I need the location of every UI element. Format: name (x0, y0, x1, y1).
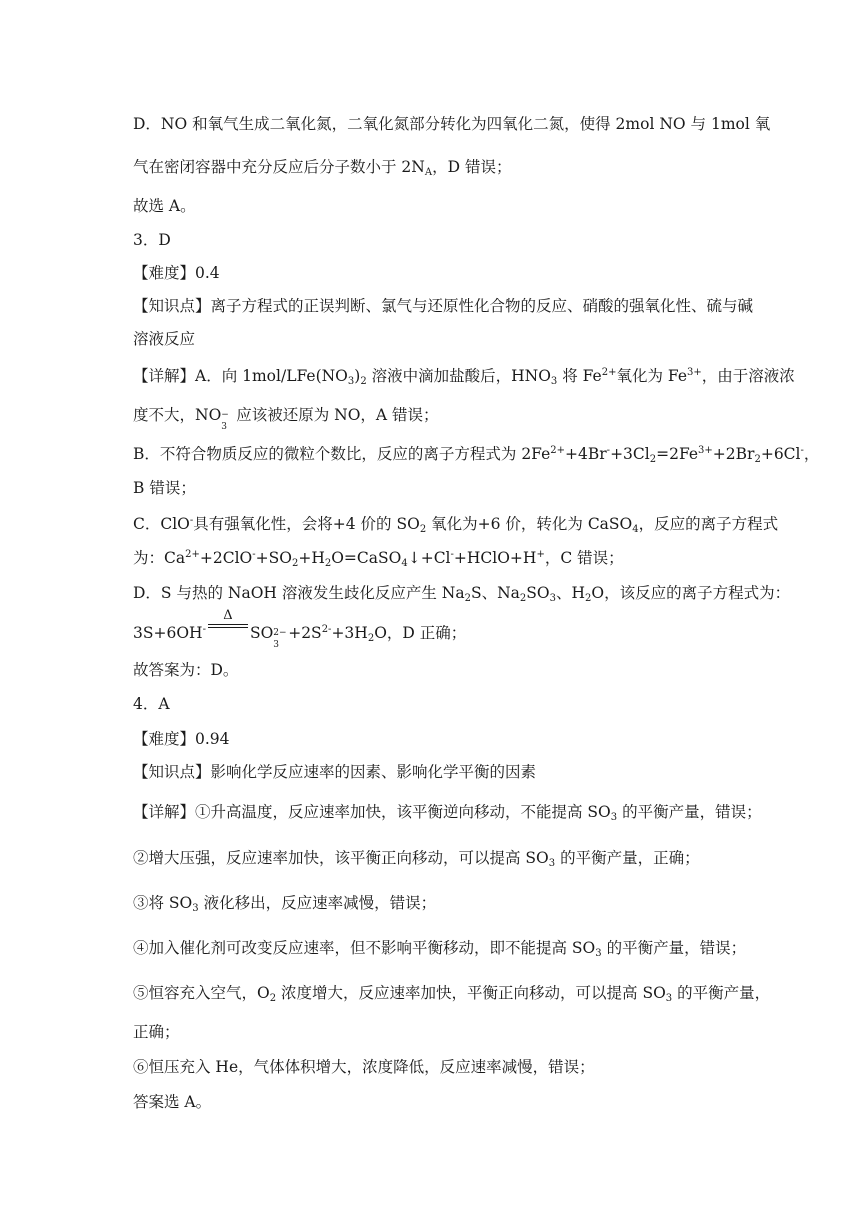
answer-line (133, 1092, 211, 1112)
text: 【详解】A．向 1mol/LFe(NO (133, 367, 348, 385)
superscript: - (800, 445, 804, 456)
text: 正确； (133, 1023, 180, 1041)
detail-d-line1 (133, 583, 790, 603)
question-number (133, 230, 171, 250)
text: ↓+Cl (407, 549, 451, 567)
text: 的平衡产量，正确； (555, 849, 700, 867)
superscript: - (189, 515, 194, 526)
text: ③将 SO (133, 894, 193, 912)
text: 【知识点】影响化学反应速率的因素、影响化学平衡的因素 (133, 763, 537, 781)
subscript: 2 (585, 593, 592, 604)
detail-b-line2 (133, 478, 196, 498)
subscript: 2 (754, 454, 761, 465)
subscript: 3 (273, 640, 280, 650)
text: +SO (255, 549, 292, 567)
detail-item-5-cont (133, 1022, 180, 1042)
text: ，C 错误； (544, 549, 624, 567)
detail-item-6 (133, 1057, 595, 1077)
superscript: + (536, 549, 545, 560)
text: 氧化为+6 价，转化为 CaSO (426, 515, 633, 533)
text: ⑤恒容充入空气，O (133, 984, 270, 1002)
superscript: 3+ (687, 367, 702, 378)
subscript: 3 (192, 903, 199, 914)
subscript: 3 (610, 812, 618, 823)
text: 【难度】0.94 (133, 730, 230, 748)
superscript: 2+ (550, 445, 566, 456)
subscript: 3 (550, 376, 558, 387)
text: 的平衡产量，错误； (617, 803, 762, 821)
text: +2Br (712, 445, 755, 463)
sulfite-sub-sup (273, 627, 287, 650)
subscript: 3 (549, 593, 556, 604)
superscript: 2- (321, 624, 332, 635)
text: ④加入催化剂可改变反应速率，但不影响平衡移动，即不能提高 SO (133, 939, 596, 957)
text: +2S (283, 624, 322, 642)
text: 答案选 A。 (133, 1093, 212, 1111)
detail-item-5 (133, 983, 770, 1003)
text: +H (298, 549, 325, 567)
knowledge-points-cont (133, 329, 195, 349)
text: D．NO 和氧气生成二氧化氮，二氧化氮部分转化为四氧化二氮，使得 2mol NO 与 1mol 氧 (133, 115, 771, 133)
text: S、Na (470, 584, 520, 602)
subscript: 2 (291, 558, 299, 569)
text: ) (354, 367, 361, 385)
text: 气在密闭容器中充分反应后分子数小于 2N (133, 158, 425, 176)
detail-item-1 (133, 802, 762, 822)
subscript: 2 (269, 993, 277, 1004)
text: +4Br (565, 445, 607, 463)
detail-b-line1 (133, 444, 819, 464)
detail-a-line2 (133, 405, 439, 432)
text: +6Cl (760, 445, 801, 463)
detail-c-line1 (133, 514, 778, 534)
text: 将 Fe (557, 367, 602, 385)
subscript: A (424, 167, 433, 178)
text: O，该反应的离子方程式为： (591, 584, 791, 602)
text: 【详解】①升高温度，反应速率加快，该平衡逆向移动，不能提高 SO (133, 803, 611, 821)
detail-item-4 (133, 938, 746, 958)
detail-c-line2 (133, 548, 624, 568)
detail-d-equation (133, 608, 467, 650)
detail-item-2 (133, 848, 700, 868)
text: ⑥恒压充入 He，气体体积增大，浓度降低，反应速率减慢，错误； (133, 1058, 595, 1076)
answer-line (133, 660, 238, 680)
text: ，由于溶液浓 (701, 367, 795, 385)
text-line (133, 196, 196, 216)
superscript: - (202, 624, 206, 635)
text: ②增大压强，反应速率加快，该平衡正向移动，可以提高 SO (133, 849, 549, 867)
subscript: 2 (367, 633, 375, 644)
superscript: - (606, 445, 611, 456)
text-line (133, 157, 511, 177)
subscript: 2 (464, 593, 471, 604)
superscript: 2+ (185, 549, 200, 560)
text: 氧化为 Fe (616, 367, 687, 385)
superscript: 3+ (698, 445, 713, 456)
text: 【难度】0.4 (133, 264, 220, 282)
text: D．S 与热的 NaOH 溶液发生歧化反应产生 Na (133, 584, 465, 602)
text: ， (803, 445, 820, 463)
text: 【知识点】离子方程式的正误判断、氯气与还原性化合物的反应、硝酸的强氧化性、硫与碱 (133, 297, 754, 315)
text: 4．A (133, 695, 170, 713)
subscript: 4 (401, 558, 408, 569)
text: 液化移出，反应速率减慢，错误； (198, 894, 437, 912)
text: 的平衡产量，错误； (601, 939, 747, 957)
text: ，反应的离子方程式 (638, 515, 779, 533)
text: ，D 错误； (432, 158, 512, 176)
text: 溶液反应 (133, 330, 196, 348)
text: 具有强氧化性，会将+4 价的 SO (193, 515, 420, 533)
text: +3Cl (610, 445, 650, 463)
subscript: 3 (595, 948, 602, 959)
subscript: 2 (519, 593, 527, 604)
text: +HClO+H (453, 549, 537, 567)
subscript: 2 (419, 524, 427, 535)
subscript: 3 (221, 422, 228, 432)
subscript: 3 (548, 858, 556, 869)
text: 溶液中滴加盐酸后，HNO (366, 367, 551, 385)
subscript: 3 (665, 993, 673, 1004)
text: SO (249, 624, 274, 642)
text: B 错误； (133, 479, 196, 497)
text: O，D 正确； (374, 624, 467, 642)
text: 度不大，NO (133, 406, 222, 424)
subscript: 4 (632, 524, 639, 535)
text-line (133, 114, 770, 134)
detail-a-line1 (133, 366, 795, 386)
superscript: - (450, 549, 454, 560)
equals-bar (208, 624, 248, 625)
equals-bar (208, 627, 248, 628)
text: B．不符合物质反应的微粒个数比，反应的离子方程式为 2Fe (133, 445, 551, 463)
superscript: - (252, 549, 256, 560)
text: 3S+6OH (133, 624, 203, 642)
subscript: 2 (324, 558, 332, 569)
question-number (133, 694, 170, 714)
difficulty (133, 263, 220, 283)
text: SO (526, 584, 550, 602)
text: +3H (331, 624, 368, 642)
text: +2ClO (199, 549, 253, 567)
heating-equals-sign (208, 608, 248, 640)
superscript: 2− (273, 628, 287, 638)
text: 为：Ca (133, 549, 186, 567)
text: 、H (555, 584, 586, 602)
nitrate-sub-sup (221, 409, 231, 432)
text: 3．D (133, 231, 171, 249)
text: 浓度增大，反应速率加快，平衡正向移动，可以提高 SO (276, 984, 666, 1002)
text: 故选 A。 (133, 197, 196, 215)
knowledge-points (133, 296, 753, 316)
superscript: 2+ (601, 367, 617, 378)
text: 应该被还原为 NO，A 错误； (231, 406, 439, 424)
delta-symbol: Δ (223, 608, 233, 623)
detail-item-3 (133, 893, 436, 913)
text: =2Fe (656, 445, 699, 463)
subscript: 2 (360, 376, 367, 387)
subscript: 2 (649, 454, 657, 465)
superscript: − (221, 410, 229, 420)
knowledge-points (133, 762, 536, 782)
text: O=CaSO (331, 549, 402, 567)
text: 的平衡产量， (672, 984, 771, 1002)
subscript: 3 (347, 376, 355, 387)
text: C．ClO (133, 515, 190, 533)
difficulty (133, 729, 230, 749)
text: 故答案为：D。 (133, 661, 239, 679)
